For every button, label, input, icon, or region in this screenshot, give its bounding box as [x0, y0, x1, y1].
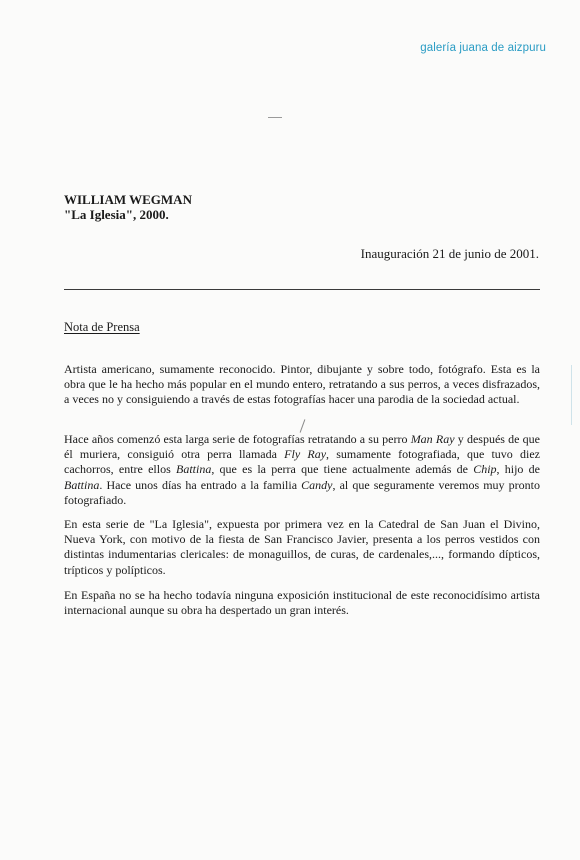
- paragraph-1: Artista americano, sumamente reconocido. Pintor, dibujante y sobre todo, fotógrafo. Esta es la obra que le ha hecho más popular en el mundo entero, retratando a sus perros, a veces disfrazados, a veces no y consiguiendo a través de estas fotografías hacer una parodia de la sociedad actual.: [64, 362, 540, 407]
- dog-name-battina: Battina: [175, 462, 212, 477]
- dog-name-battina: Battina: [64, 477, 100, 492]
- gallery-logo: galería juana de aizpuru: [420, 42, 546, 54]
- artwork-header: [64, 192, 192, 222]
- dog-name-fly-ray: Fly Ray: [284, 447, 327, 462]
- artist-name: WILLIAM WEGMAN: [64, 192, 192, 207]
- paragraph-2: [64, 432, 540, 508]
- paragraph-3: En esta serie de "La Iglesia", expuesta por primera vez en la Catedral de San Juan el Divino, Nueva York, con motivo de la fiesta de San Francisco Javier, presenta a los perros vestidos con distintas indumentarias clericales: de monaguillos, de curas, de cardenales,..., formando dípticos, trípticos y polípticos.: [64, 517, 540, 577]
- inauguration-date: Inauguración 21 de junio de 2001.: [360, 246, 539, 261]
- paragraph-2-text: y después de que él muriera, consiguió otra perra llamada: [64, 432, 540, 462]
- note-title: Nota de Prensa: [64, 320, 140, 334]
- scan-mark: [300, 419, 306, 432]
- paragraph-2-text: , que es la perra que tiene actualmente además de: [211, 462, 474, 477]
- paragraph-2-text: , hijo de: [496, 462, 540, 477]
- paragraph-2-text: . Hace unos días ha entrado a la familia: [99, 477, 302, 492]
- paragraph-2-text: , sumamente fotografiada, que tuvo diez cachorros, entre ellos: [64, 447, 540, 477]
- paragraph-4: En España no se ha hecho todavía ninguna exposición institucional de este reconocidísimo artista internacional aunque su obra ha despertado un gran interés.: [64, 588, 540, 618]
- dog-name-candy: Candy: [301, 477, 333, 492]
- paragraph-2-text: , al que seguramente veremos muy pronto fotografiado.: [64, 477, 540, 507]
- artwork-title: "La Iglesia", 2000.: [64, 207, 169, 222]
- scan-speck: [268, 117, 282, 118]
- dog-name-man-ray: Man Ray: [410, 432, 455, 446]
- divider-rule: [64, 289, 540, 290]
- scan-edge-mark: [571, 365, 572, 425]
- paragraph-2-text: Hace años comenzó esta larga serie de fotografías retratando a su perro: [64, 432, 411, 446]
- dog-name-chip: Chip: [473, 462, 497, 477]
